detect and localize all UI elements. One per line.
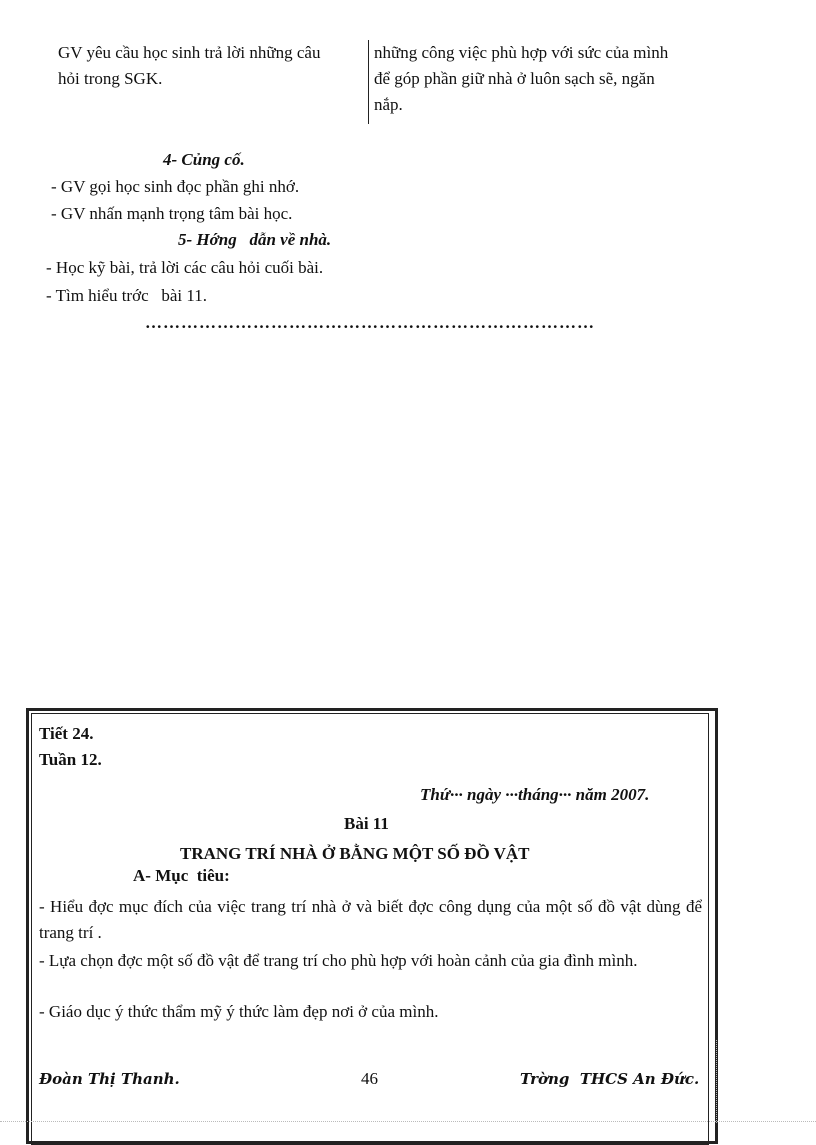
teacher-activity-cell <box>58 40 364 92</box>
table-left-line: hỏi trong SGK. <box>58 69 163 88</box>
list-item: - GV nhấn mạnh trọng tâm bài học. <box>51 204 293 223</box>
objective-item: - Hiểu đợc mục đích của việc trang trí nhà ở và biết đợc công dụng của một số đồ vật dùng để trang trí . <box>39 897 702 942</box>
section-heading-huong-dan: 5- Hớng dẫn về nhà. <box>178 230 332 249</box>
page-number: 46 <box>361 1069 378 1088</box>
column-divider <box>368 40 369 124</box>
table-right-line: những công việc phù hợp với sức của mình <box>374 43 669 62</box>
page-edge-dotted-line <box>716 1040 717 1123</box>
lesson-date: Thứ··· ngày ···tháng··· năm 2007. <box>420 785 650 804</box>
objectives-heading: A- Mục tiêu: <box>133 866 230 885</box>
objective-item: - Lựa chọn đợc một số đồ vật để trang trí cho phù hợp với hoàn cảnh của gia đình mình. <box>39 951 638 970</box>
list-item: - GV gọi học sinh đọc phần ghi nhớ. <box>51 177 300 196</box>
activity-table <box>50 40 710 124</box>
student-activity-cell <box>374 40 702 118</box>
list-item: - Học kỹ bài, trả lời các câu hỏi cuối bài. <box>46 258 324 277</box>
table-left-line: GV yêu cầu học sinh trả lời những câu <box>58 43 321 62</box>
table-right-line: để góp phần giữ nhà ở luôn sạch sẽ, ngăn <box>374 69 655 88</box>
lesson-week: Tuần 12. <box>39 750 102 769</box>
lesson-title: TRANG TRÍ NHÀ Ở BẰNG MỘT SỐ ĐỒ VẬT <box>180 844 530 863</box>
section-heading-cung-co: 4- Củng cố. <box>163 150 245 169</box>
school-name: Trờng THCS An Đức. <box>520 1070 700 1088</box>
list-item: - Tìm hiểu trớc bài 11. <box>46 286 208 305</box>
page-edge-dotted-line <box>0 1121 816 1122</box>
table-right-line: nắp. <box>374 95 403 114</box>
author-signature: Đoàn Thị Thanh. <box>39 1070 180 1088</box>
lesson-number: Bài 11 <box>344 814 389 833</box>
lesson-period: Tiết 24. <box>39 724 94 743</box>
objective-item: - Giáo dục ý thức thẩm mỹ ý thức làm đẹp nơi ở của mình. <box>39 1002 439 1021</box>
dotted-separator: ………………………………………………………………… <box>145 313 595 332</box>
